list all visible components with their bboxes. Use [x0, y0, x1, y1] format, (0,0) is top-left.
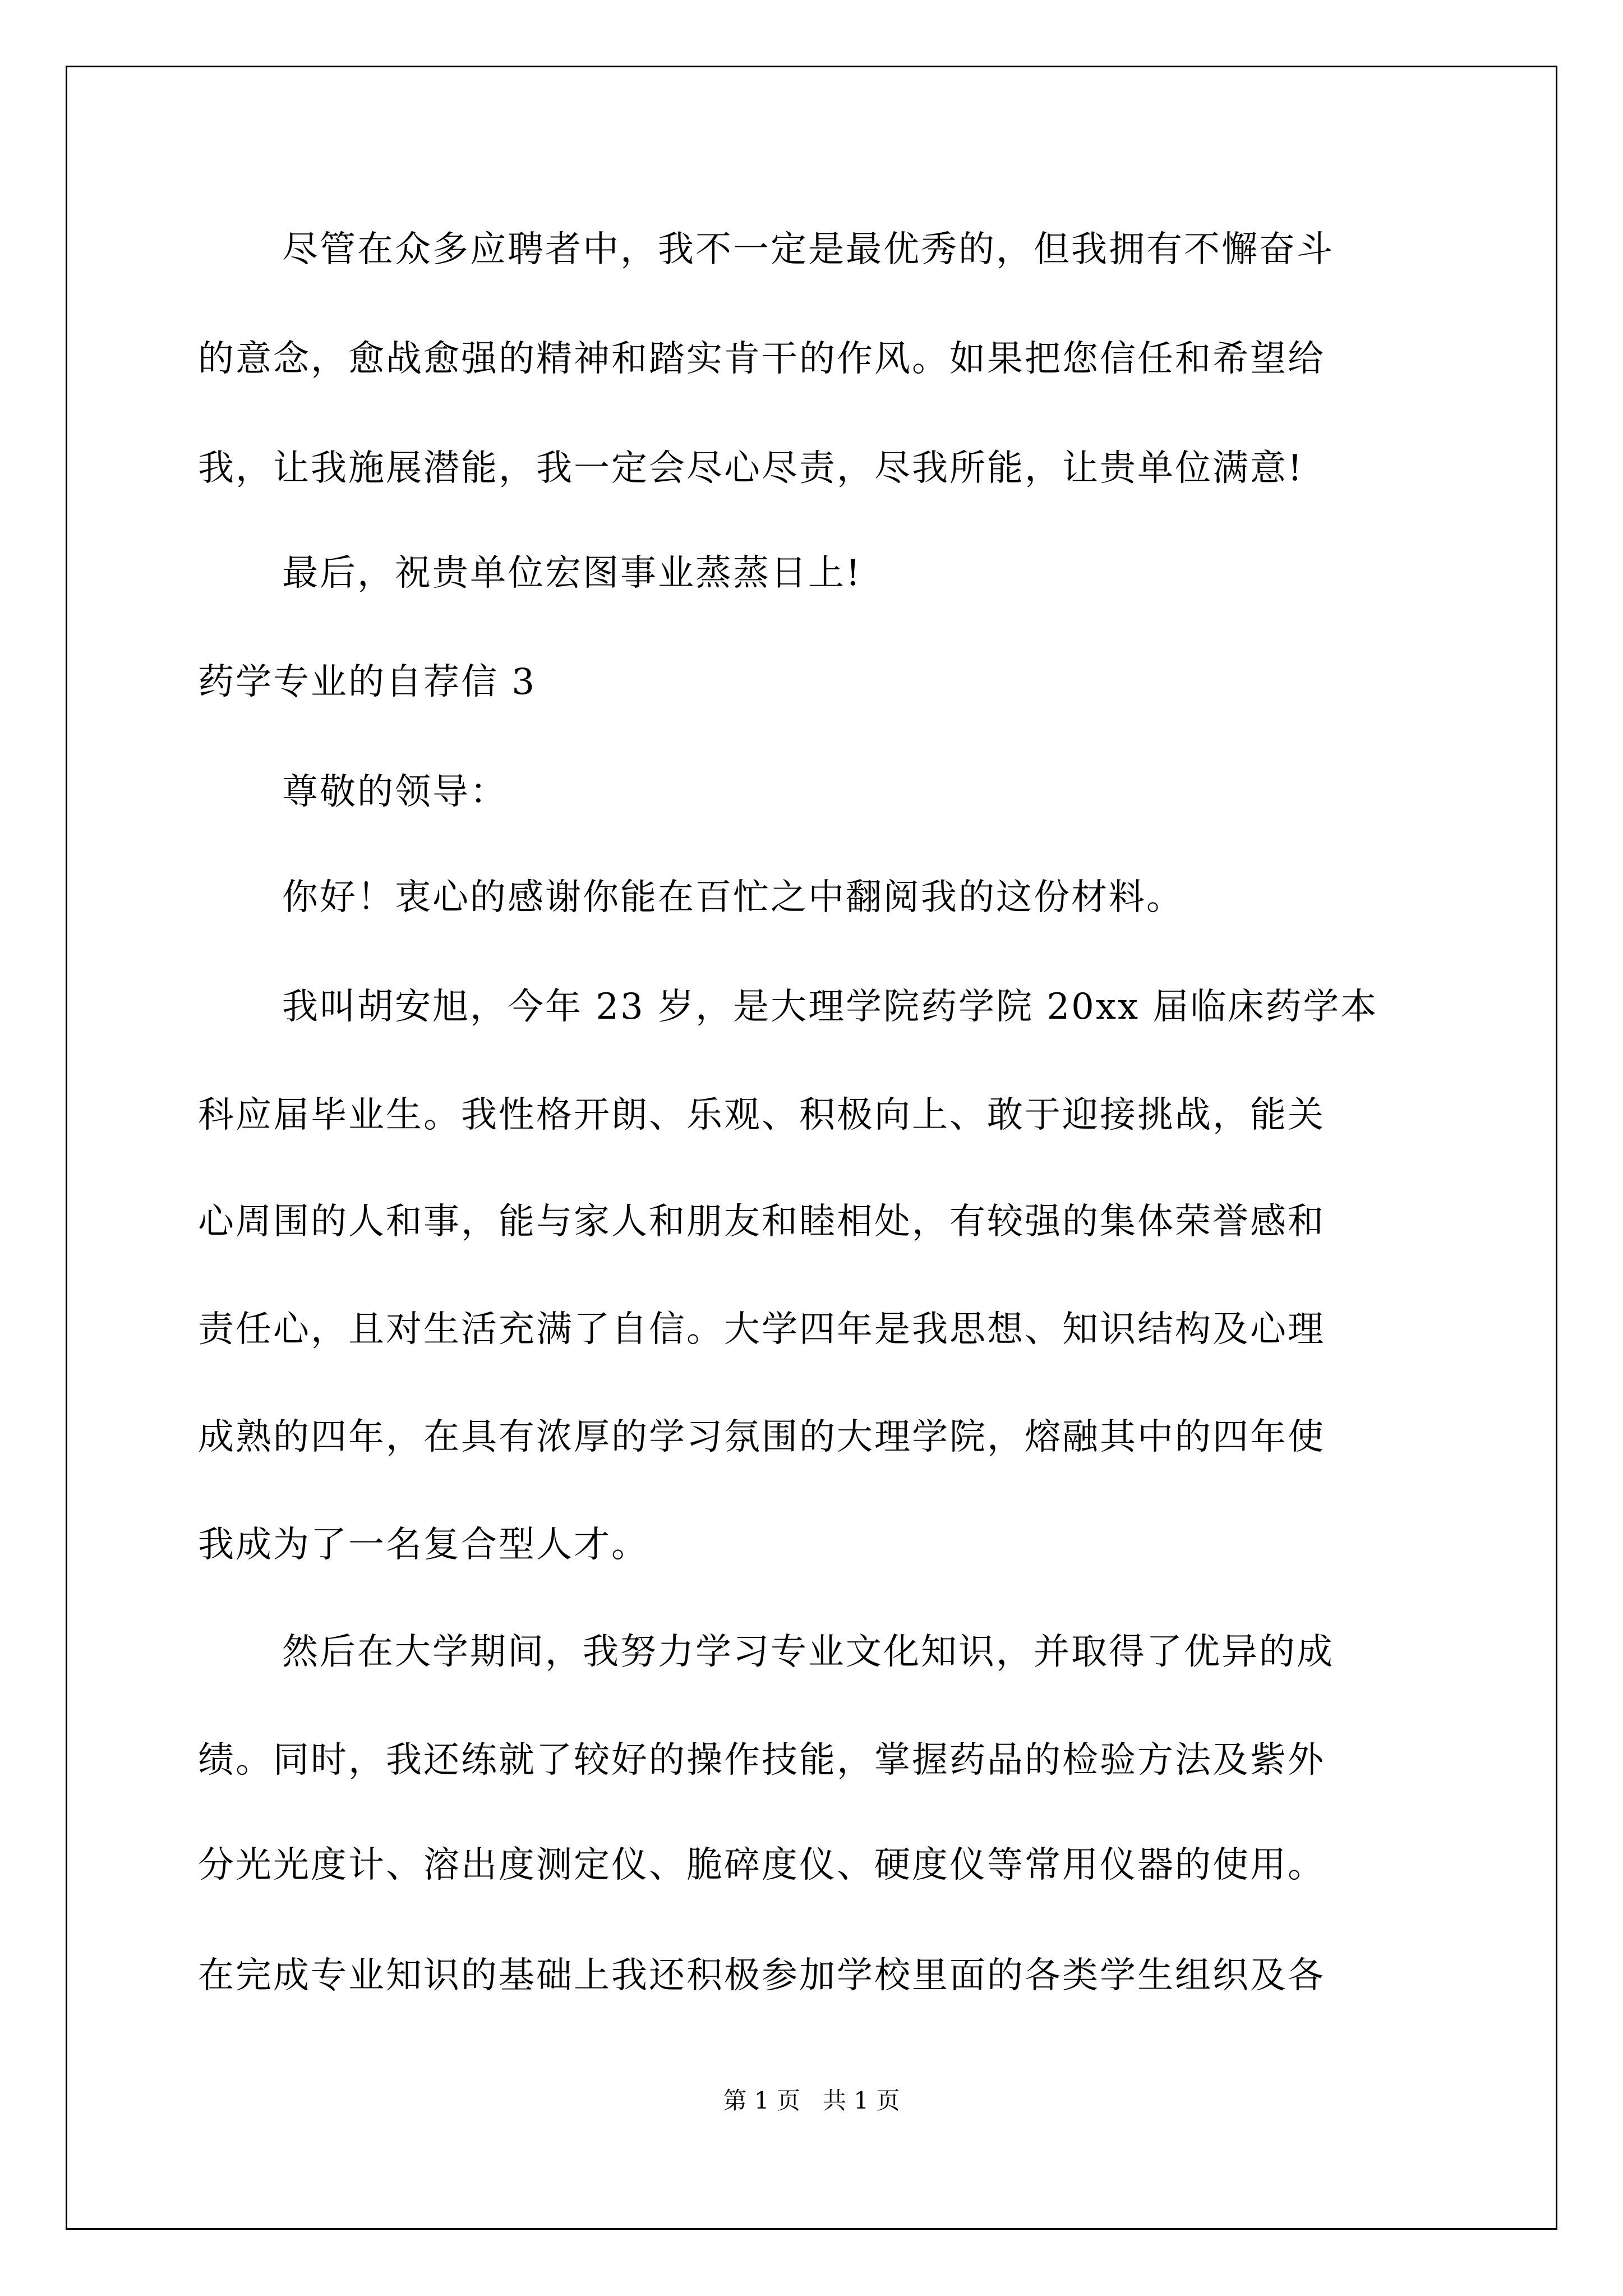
paragraph-line: 成熟的四年，在具有浓厚的学习氛围的大理学院，熔融其中的四年使: [198, 1416, 1325, 1458]
page-border: [66, 66, 1557, 2230]
paragraph-line: 分光光度计、溶出度测定仪、脆碎度仪、硬度仪等常用仪器的使用。: [198, 1844, 1325, 1886]
salutation: 尊敬的领导：: [282, 771, 508, 813]
paragraph-line: 在完成专业知识的基础上我还积极参加学校里面的各类学生组织及各: [198, 1955, 1325, 1996]
paragraph-line: 最后，祝贵单位宏图事业蒸蒸日上!: [282, 553, 862, 594]
paragraph-line: 然后在大学期间，我努力学习专业文化知识，并取得了优异的成: [282, 1631, 1334, 1673]
paragraph-line: 的意念，愈战愈强的精神和踏实肯干的作风。如果把您信任和希望给: [198, 338, 1325, 380]
paragraph-line: 责任心，且对生活充满了自信。大学四年是我思想、知识结构及心理: [198, 1309, 1325, 1350]
paragraph-line: 你好！衷心的感谢你能在百忙之中翻阅我的这份材料。: [282, 877, 1184, 918]
page-number-footer: 第 1 页 共 1 页: [723, 2087, 900, 2114]
paragraph-line: 心周围的人和事，能与家人和朋友和睦相处，有较强的集体荣誉感和: [198, 1201, 1325, 1243]
section-heading: 药学专业的自荐信 3: [198, 661, 537, 703]
paragraph-line: 尽管在众多应聘者中，我不一定是最优秀的，但我拥有不懈奋斗: [282, 229, 1334, 270]
paragraph-line: 绩。同时，我还练就了较好的操作技能，掌握药品的检验方法及紫外: [198, 1740, 1325, 1781]
paragraph-line: 我成为了一名复合型人才。: [198, 1524, 649, 1566]
paragraph-line: 我，让我施展潜能，我一定会尽心尽责，尽我所能，让贵单位满意!: [198, 448, 1304, 489]
paragraph-line: 科应届毕业生。我性格开朗、乐观、积极向上、敢于迎接挑战，能关: [198, 1094, 1325, 1136]
paragraph-line: 我叫胡安旭，今年 23 岁，是大理学院药学院 20xx 届临床药学本: [282, 986, 1378, 1028]
